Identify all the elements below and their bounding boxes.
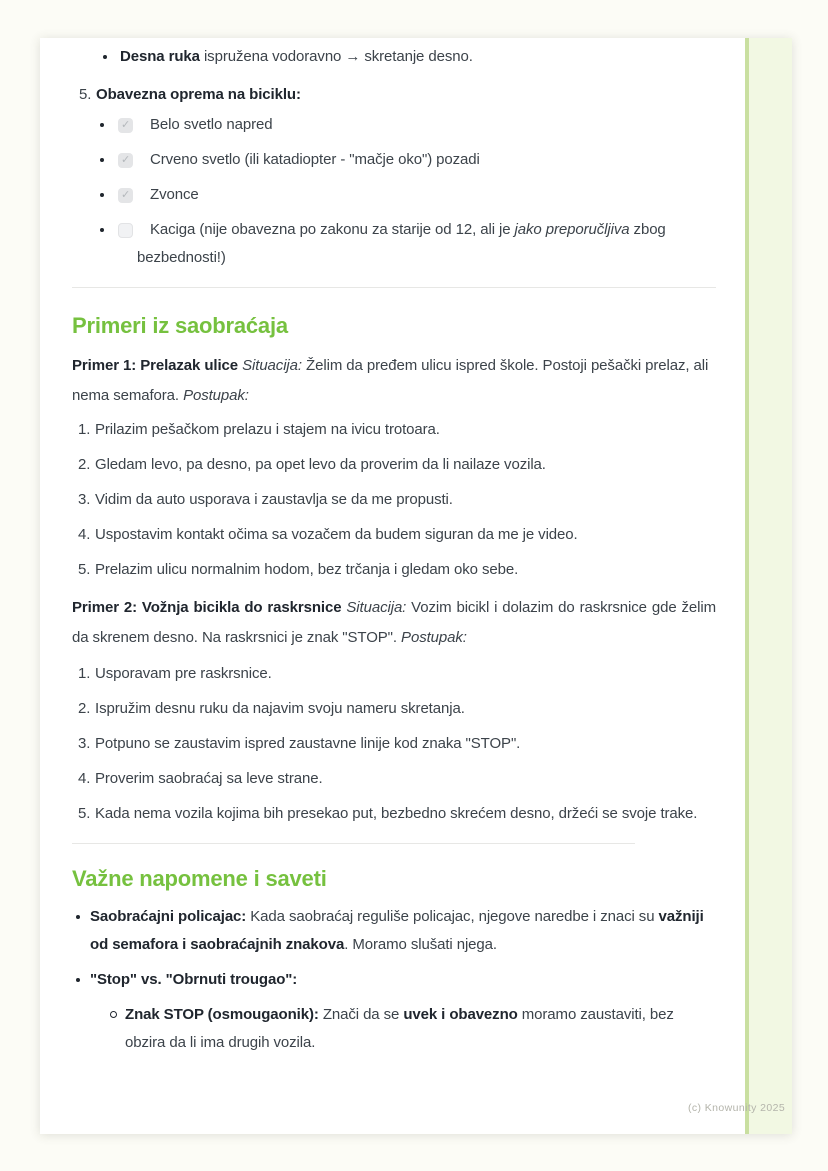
divider [72, 843, 635, 844]
example1-intro [72, 351, 716, 411]
bullet-marker [103, 55, 107, 59]
text-segment: Situacija: [242, 357, 302, 374]
list-item-number: 1. [78, 421, 91, 438]
list-item-text: Ispružim desnu ruku da najavim svoju nameru skretanja. [95, 700, 465, 717]
checkbox-unchecked-icon[interactable] [118, 223, 133, 238]
list-item [72, 695, 716, 723]
list-item [72, 486, 716, 514]
list-item-text [96, 86, 301, 103]
list-item-text [90, 971, 297, 988]
list-item [72, 416, 716, 444]
list-item-text [120, 48, 473, 65]
text-segment: Postupak: [183, 387, 249, 404]
example2-intro [72, 593, 716, 653]
list-item-text: Uspostavim kontakt očima sa vozačem da budem siguran da me je video. [95, 526, 578, 543]
checkbox-checked-icon[interactable]: ✓ [118, 188, 133, 203]
checklist-item [72, 216, 716, 272]
text-segment: Zvonce [150, 186, 199, 203]
text-segment: uvek i obavezno [403, 1006, 518, 1023]
text-segment: moramo zaustaviti, bez obzira da li ima drugih vozila. [125, 1006, 674, 1051]
text-segment: Desna ruka [120, 48, 200, 65]
text-segment: Primer 1: Prelazak ulice [72, 357, 243, 374]
bullet-marker [100, 123, 104, 127]
list-item [72, 800, 716, 828]
list-item-text: Gledam levo, pa desno, pa opet levo da proverim da li nailaze vozila. [95, 456, 546, 473]
list-item-text: Potpuno se zaustavim ispred zaustavne linije kod znaka "STOP". [95, 735, 521, 752]
section-heading-examples: Primeri iz saobraćaja [72, 313, 288, 338]
checklist-item-label [137, 216, 716, 272]
list-item-text [125, 1006, 674, 1051]
text-segment: Belo svetlo napred [150, 116, 273, 133]
text-segment: Želim da pređem ulicu ispred škole. Postoji pešački prelaz, ali nema semafora. [72, 357, 709, 404]
text-segment: Kaciga (nije obavezna po zakonu za starije od 12, ali je [150, 221, 515, 238]
list-item-number: 4. [78, 770, 91, 787]
list-item-text: Usporavam pre raskrsnice. [95, 665, 272, 682]
text-segment: zbog bezbednosti!) [137, 221, 666, 266]
list-item-text: Proverim saobraćaj sa leve strane. [95, 770, 323, 787]
checklist-item-label [137, 181, 716, 209]
section-heading-notes: Važne napomene i saveti [72, 866, 327, 891]
bullet-marker [100, 193, 104, 197]
list-item [72, 556, 716, 584]
list-item-number: 2. [78, 700, 91, 717]
notes-list [72, 903, 716, 1057]
text-segment: jako preporučljiva [514, 221, 630, 238]
document-page [40, 38, 792, 1134]
hollow-bullet-marker [110, 1011, 117, 1018]
list-item [72, 765, 716, 793]
divider [72, 287, 716, 288]
text-segment: Saobraćajni policajac: [90, 908, 247, 925]
text-segment: Znak STOP (osmougaonik): [125, 1006, 319, 1023]
list-item-number: 3. [78, 491, 91, 508]
numbered-item [72, 81, 716, 109]
bullet-marker [76, 915, 80, 919]
page-edge-strip [745, 38, 792, 1134]
list-item [72, 966, 716, 994]
list-item [72, 43, 716, 71]
checkbox-checked-icon[interactable]: ✓ [118, 153, 133, 168]
list-item [72, 451, 716, 479]
text-segment: Kada saobraćaj reguliše policajac, njegove naredbe i znaci su [246, 908, 659, 925]
text-segment: Znači da se [318, 1006, 404, 1023]
text-segment: ispružena vodoravno → skretanje desno. [199, 48, 473, 65]
list-item-text: Vidim da auto usporava i zaustavlja se da me propusti. [95, 491, 453, 508]
document-content [40, 38, 745, 1057]
checklist-item-label [137, 146, 716, 174]
list-item-number: 5. [78, 561, 91, 578]
sub-list-item [72, 1001, 716, 1057]
list-item-text: Kada nema vozila kojima bih presekao put, bezbedno skrećem desno, držeći se svoje trake. [95, 805, 698, 822]
text-segment: Obavezna oprema na biciklu: [96, 86, 301, 103]
bullet-marker [76, 978, 80, 982]
list-item [72, 903, 716, 959]
text-segment: Situacija: [346, 599, 407, 616]
bullet-marker [100, 228, 104, 232]
list-item-text: Prilazim pešačkom prelazu i stajem na ivicu trotoara. [95, 421, 440, 438]
example2-steps [72, 660, 716, 828]
text-segment: "Stop" vs. "Obrnuti trougao": [90, 971, 298, 988]
list-item-number: 4. [78, 526, 91, 543]
list-item-number: 1. [78, 665, 91, 682]
checklist-item-label [137, 111, 716, 139]
checklist-item [72, 181, 716, 209]
text-segment: Postupak: [401, 629, 467, 646]
list-item-text: Prelazim ulicu normalnim hodom, bez trčanja i gledam oko sebe. [95, 561, 519, 578]
list-item-number: 2. [78, 456, 91, 473]
list-item-number: 5. [78, 805, 91, 822]
text-segment: Vozim bicikl i dolazim do raskrsnice gde želim da skrenem desno. Na raskrsnici je znak "STOP". [72, 599, 716, 646]
list-item [72, 730, 716, 758]
text-segment: . Moramo slušati njega. [344, 936, 497, 953]
list-item [72, 521, 716, 549]
checkbox-checked-icon[interactable]: ✓ [118, 118, 133, 133]
text-segment: Primer 2: Vožnja bicikla do raskrsnice [72, 599, 347, 616]
list-item-number: 3. [78, 735, 91, 752]
example1-steps [72, 416, 716, 584]
bullet-marker [100, 158, 104, 162]
checklist-item [72, 146, 716, 174]
text-segment: važniji od semafora i saobraćajnih znakova [90, 908, 704, 953]
checklist-item [72, 111, 716, 139]
list-item-number: 5. [79, 86, 92, 103]
watermark: (c) Knowunity 2025 [688, 1102, 786, 1114]
text-segment: Crveno svetlo (ili katadiopter - "mačje oko") pozadi [150, 151, 480, 168]
equipment-checklist [72, 111, 716, 272]
list-item [72, 660, 716, 688]
list-item-text [90, 908, 704, 953]
